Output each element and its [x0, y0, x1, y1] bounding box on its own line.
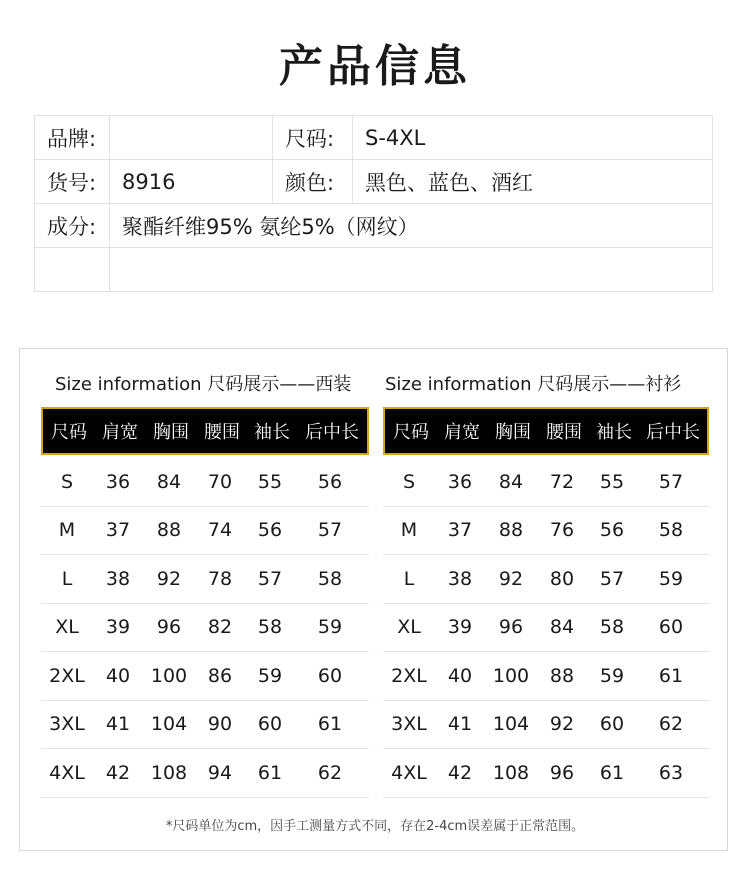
measurement-cell: 82: [207, 616, 233, 639]
measurement-cell: 62: [658, 713, 684, 736]
measurement-cell: 88: [549, 664, 575, 687]
measurement-cell: 57: [317, 519, 343, 542]
measurement-cell: 104: [492, 713, 530, 736]
measurement-note: *尺码单位为cm，因手工测量方式不同，存在2-4cm误差属于正常范围。: [165, 819, 585, 834]
header-cell: 腰围: [546, 422, 582, 443]
measurement-cell: 37: [105, 519, 131, 542]
measurement-cell: 80: [549, 567, 575, 590]
header-cell: 腰围: [204, 422, 240, 443]
measurement-cell: 41: [105, 713, 131, 736]
item-label: 货号:: [35, 160, 110, 204]
info-row: [35, 248, 713, 292]
measurement-cell: 61: [658, 664, 684, 687]
measurement-cell: 37: [447, 519, 473, 542]
measurement-cell: 41: [447, 713, 473, 736]
size-cell: L: [61, 567, 73, 590]
measurement-cell: 59: [257, 664, 283, 687]
measurement-cell: 92: [549, 713, 575, 736]
header-cell: 胸围: [153, 422, 189, 443]
size-cell: S: [60, 470, 74, 493]
measurement-cell: 60: [599, 713, 625, 736]
measurement-cell: 84: [156, 470, 182, 493]
measurement-cell: 108: [150, 761, 188, 784]
header-cell: 后中长: [646, 422, 700, 443]
measurement-cell: 63: [658, 761, 684, 784]
size-cell: 2XL: [391, 664, 427, 687]
size-label: 尺码:: [273, 116, 353, 160]
size-cell: 3XL: [391, 713, 427, 736]
header-cell: 袖长: [596, 422, 632, 443]
measurement-cell: 55: [257, 470, 283, 493]
measurement-cell: 62: [317, 761, 343, 784]
measurement-cell: 78: [207, 567, 233, 590]
measurement-cell: 56: [599, 519, 625, 542]
measurement-cell: 39: [447, 616, 473, 639]
table-row: [383, 507, 709, 556]
header-cell: 袖长: [254, 422, 290, 443]
measurement-cell: 88: [498, 519, 524, 542]
size-cell: M: [400, 519, 418, 542]
brand-value: [110, 116, 273, 160]
measurement-cell: 92: [498, 567, 524, 590]
header-cell: 胸围: [495, 422, 531, 443]
size-cell: XL: [55, 616, 79, 639]
info-row: [35, 160, 713, 204]
table-row: [383, 604, 709, 653]
measurement-cell: 42: [105, 761, 131, 784]
measurement-cell: 59: [658, 567, 684, 590]
measurement-cell: 56: [317, 470, 343, 493]
empty-cell: [110, 248, 713, 292]
header-cell: 尺码: [51, 422, 87, 443]
material-value: 聚酯纤维95% 氨纶5%（网纹）: [110, 204, 713, 248]
table-row: [41, 458, 369, 507]
measurement-cell: 59: [599, 664, 625, 687]
measurement-cell: 74: [207, 519, 233, 542]
table-row: [383, 555, 709, 604]
measurement-cell: 96: [498, 616, 524, 639]
measurement-cell: 86: [207, 664, 233, 687]
measurement-cell: 61: [257, 761, 283, 784]
table-row: [41, 701, 369, 750]
measurement-cell: 58: [599, 616, 625, 639]
size-cell: 4XL: [49, 761, 85, 784]
table-row: [383, 652, 709, 701]
measurement-cell: 36: [447, 470, 473, 493]
size-cell: S: [402, 470, 416, 493]
measurement-cell: 76: [549, 519, 575, 542]
color-value: 黑色、蓝色、酒红: [353, 160, 713, 204]
measurement-cell: 92: [156, 567, 182, 590]
measurement-cell: 104: [150, 713, 188, 736]
measurement-cell: 72: [549, 470, 575, 493]
measurement-cell: 70: [207, 470, 233, 493]
page-title: 产品信息: [279, 41, 471, 92]
table-row: [383, 458, 709, 507]
size-cell: XL: [397, 616, 421, 639]
shirt-caption: Size information 尺码展示——衬衫: [385, 374, 682, 395]
shirt-header-row: [383, 407, 709, 455]
measurement-cell: 61: [599, 761, 625, 784]
measurement-cell: 100: [492, 664, 530, 687]
header-cell: 尺码: [393, 422, 429, 443]
measurement-cell: 55: [599, 470, 625, 493]
size-cell: 4XL: [391, 761, 427, 784]
table-row: [41, 555, 369, 604]
measurement-cell: 60: [658, 616, 684, 639]
empty-cell: [35, 248, 110, 292]
measurement-cell: 40: [105, 664, 131, 687]
measurement-cell: 60: [317, 664, 343, 687]
table-row: [41, 749, 369, 798]
color-label: 颜色:: [273, 160, 353, 204]
measurement-cell: 58: [658, 519, 684, 542]
measurement-cell: 36: [105, 470, 131, 493]
measurement-cell: 40: [447, 664, 473, 687]
measurement-cell: 100: [150, 664, 188, 687]
measurement-cell: 57: [257, 567, 283, 590]
suit-header-row: [41, 407, 369, 455]
material-label: 成分:: [35, 204, 110, 248]
table-row: [41, 652, 369, 701]
table-row: [41, 604, 369, 653]
info-row: [35, 204, 713, 248]
measurement-cell: 60: [257, 713, 283, 736]
measurement-cell: 96: [549, 761, 575, 784]
measurement-cell: 84: [498, 470, 524, 493]
header-cell: 肩宽: [102, 422, 138, 443]
table-row: [383, 749, 709, 798]
measurement-cell: 57: [658, 470, 684, 493]
table-row: [383, 701, 709, 750]
measurement-cell: 61: [317, 713, 343, 736]
measurement-cell: 108: [492, 761, 530, 784]
size-cell: 3XL: [49, 713, 85, 736]
table-row: [41, 507, 369, 556]
shirt-rows: [383, 458, 709, 798]
measurement-cell: 90: [207, 713, 233, 736]
measurement-cell: 39: [105, 616, 131, 639]
measurement-cell: 94: [207, 761, 233, 784]
brand-label: 品牌:: [35, 116, 110, 160]
header-cell: 后中长: [305, 422, 359, 443]
measurement-cell: 58: [257, 616, 283, 639]
info-row: [35, 116, 713, 160]
size-cell: L: [403, 567, 415, 590]
size-cell: 2XL: [49, 664, 85, 687]
size-cell: M: [58, 519, 76, 542]
measurement-cell: 38: [447, 567, 473, 590]
measurement-cell: 58: [317, 567, 343, 590]
measurement-cell: 57: [599, 567, 625, 590]
item-value: 8916: [110, 160, 273, 204]
suit-rows: [41, 458, 369, 798]
measurement-cell: 42: [447, 761, 473, 784]
measurement-cell: 96: [156, 616, 182, 639]
size-value: S-4XL: [353, 116, 713, 160]
header-cell: 肩宽: [444, 422, 480, 443]
measurement-cell: 88: [156, 519, 182, 542]
measurement-cell: 59: [317, 616, 343, 639]
measurement-cell: 38: [105, 567, 131, 590]
measurement-cell: 84: [549, 616, 575, 639]
measurement-cell: 56: [257, 519, 283, 542]
product-info-table: [34, 115, 713, 292]
suit-caption: Size information 尺码展示——西装: [55, 374, 352, 395]
